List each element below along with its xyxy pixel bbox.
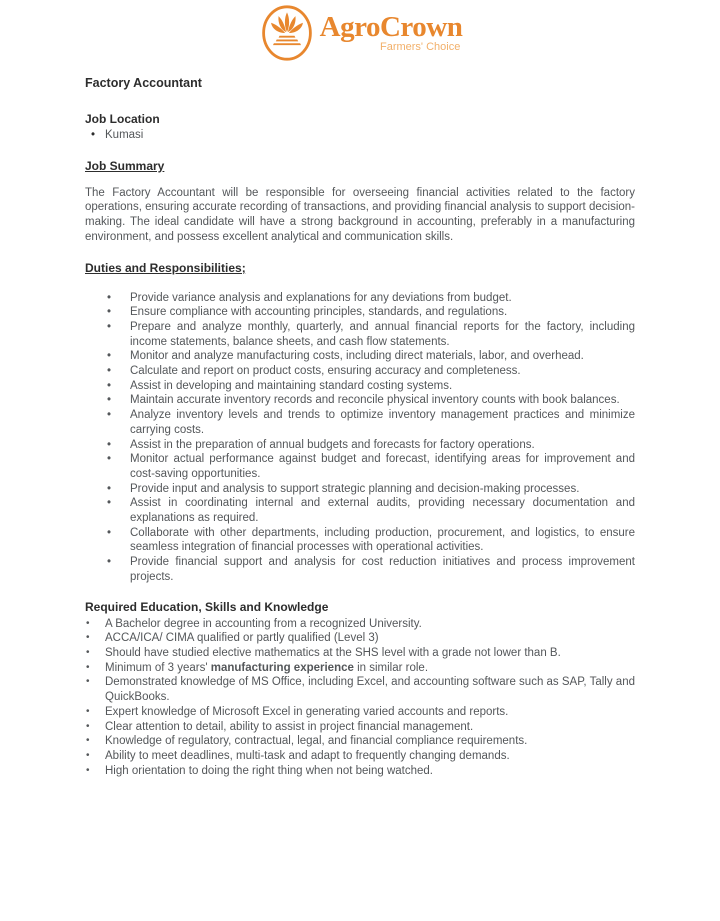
list-item: • Should have studied elective mathematics at the SHS level with a grade not lower than B.	[85, 646, 635, 661]
list-item: • Clear attention to detail, ability to assist in project financial management.	[85, 720, 635, 735]
document-body	[85, 76, 635, 778]
list-item: • Maintain accurate inventory records and reconcile physical inventory counts with book balances.	[85, 393, 635, 408]
list-item: • Assist in developing and maintaining standard costing systems.	[85, 379, 635, 394]
job-location-heading: Job Location	[85, 112, 160, 126]
requirements-heading: Required Education, Skills and Knowledge	[85, 599, 329, 614]
company-logo	[0, 0, 720, 62]
list-item: • Monitor and analyze manufacturing costs, including direct materials, labor, and overhead.	[85, 349, 635, 364]
list-item: • Collaborate with other departments, including production, procurement, and logistics, to ensure seamless integration of financial processes with operational activities.	[85, 526, 635, 555]
logo-text-block	[320, 4, 463, 53]
duties-heading: Duties and Responsibilities;	[85, 260, 246, 275]
list-item: • ACCA/ICA/ CIMA qualified or partly qualified (Level 3)	[85, 631, 635, 646]
list-item: • Minimum of 3 years' manufacturing experience in similar role.	[85, 661, 635, 676]
list-item: • A Bachelor degree in accounting from a recognized University.	[85, 617, 635, 632]
job-location-list	[85, 128, 635, 143]
requirements-list	[85, 617, 635, 779]
list-item: • High orientation to doing the right thing when not being watched.	[85, 764, 635, 779]
list-item: • Kumasi	[85, 128, 635, 143]
list-item: • Expert knowledge of Microsoft Excel in generating varied accounts and reports.	[85, 705, 635, 720]
list-item: • Monitor actual performance against budget and forecast, identifying areas for improvement and cost-saving opportunities.	[85, 452, 635, 481]
page-title: Factory Accountant	[85, 76, 202, 90]
list-item: • Knowledge of regulatory, contractual, legal, and financial compliance requirements.	[85, 734, 635, 749]
list-item: • Prepare and analyze monthly, quarterly, and annual financial reports for the factory, including income statements, balance sheets, and cash flow statements.	[85, 320, 635, 349]
list-item: • Ability to meet deadlines, multi-task and adapt to frequently changing demands.	[85, 749, 635, 764]
list-item: • Provide financial support and analysis for cost reduction initiatives and process improvement projects.	[85, 555, 635, 584]
job-summary-paragraph: The Factory Accountant will be responsible for overseeing financial activities related to the factory operations, ensuring accurate recording of transactions, and providing financial analysis to support decision-making. The ideal candidate will have a strong background in accounting, preferably in a manufacturing environment, and possess excellent analytical and communication skills.	[85, 186, 635, 243]
list-item: • Calculate and report on product costs, ensuring accuracy and completeness.	[85, 364, 635, 379]
list-item: • Provide input and analysis to support strategic planning and decision-making processes.	[85, 482, 635, 497]
list-item: • Demonstrated knowledge of MS Office, including Excel, and accounting software such as SAP, Tally and QuickBooks.	[85, 675, 635, 704]
plant-crown-icon	[258, 4, 316, 62]
duties-list	[85, 291, 635, 585]
list-item: • Ensure compliance with accounting principles, standards, and regulations.	[85, 305, 635, 320]
logo-wordmark: AgroCrown	[319, 11, 463, 43]
list-item: • Assist in coordinating internal and external audits, providing necessary documentation and explanations as required.	[85, 496, 635, 525]
list-item: • Provide variance analysis and explanations for any deviations from budget.	[85, 291, 635, 306]
logo-tagline: Farmers' Choice	[379, 41, 461, 53]
list-item: • Assist in the preparation of annual budgets and forecasts for factory operations.	[85, 438, 635, 453]
job-summary-heading: Job Summary	[85, 158, 165, 173]
list-item: • Analyze inventory levels and trends to optimize inventory management practices and minimize carrying costs.	[85, 408, 635, 437]
